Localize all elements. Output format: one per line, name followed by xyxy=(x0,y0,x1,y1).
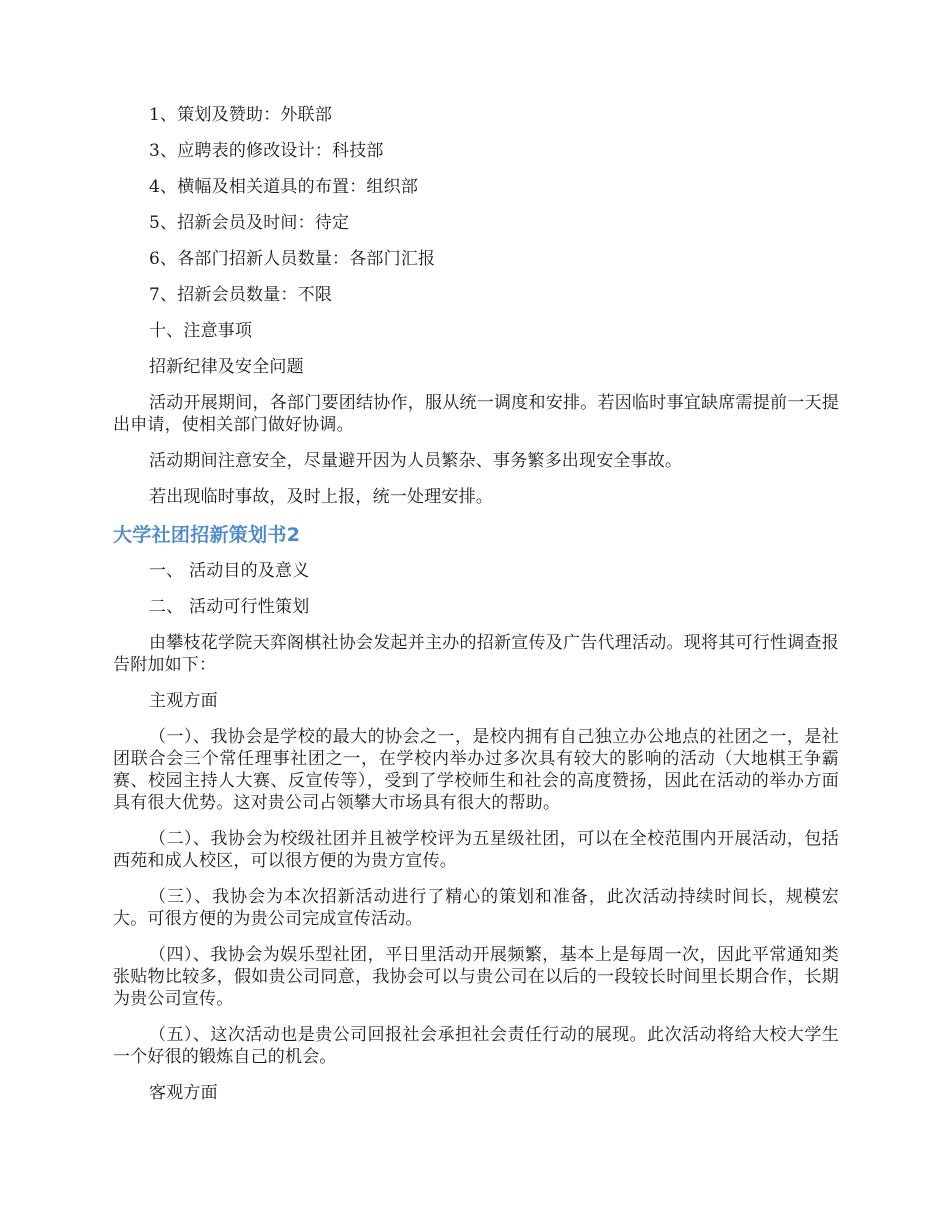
body-paragraph: 活动开展期间，各部门要团结协作，服从统一调度和安排。若因临时事宜缺席需提前一天提出申请，使相关部门做好协调。 xyxy=(113,393,839,435)
notes-heading: 十、注意事项 xyxy=(149,321,253,341)
section-title: 大学社团招新策划书2 xyxy=(113,524,301,546)
subjective-point: （二）、我协会为校级社团并且被学校评为五星级社团，可以在全校范围内开展活动，包括西苑和成人校区，可以很方便的为贵方宣传。 xyxy=(113,829,839,871)
subjective-heading: 主观方面 xyxy=(149,691,218,711)
list-item: 二、 活动可行性策划 xyxy=(149,597,310,617)
body-paragraph: 活动期间注意安全，尽量避开因为人员繁杂、事务繁多出现安全事故。 xyxy=(149,451,683,471)
notes-subheading: 招新纪律及安全问题 xyxy=(149,357,304,377)
intro-paragraph: 由攀枝花学院天弈阁棋社协会发起并主办的招新宣传及广告代理活动。现将其可行性调查报告附加如下： xyxy=(113,633,839,675)
list-item: 1、策划及赞助：外联部 xyxy=(149,105,333,125)
list-item: 6、各部门招新人员数量：各部门汇报 xyxy=(149,249,436,269)
subjective-point: （五）、这次活动也是贵公司回报社会承担社会责任行动的展现。此次活动将给大校大学生一个好很的锻炼自己的机会。 xyxy=(113,1025,839,1067)
subjective-point: （四）、我协会为娱乐型社团，平日里活动开展频繁，基本上是每周一次，因此平常通知类张贴物比较多，假如贵公司同意，我协会可以与贵公司在以后的一段较长时间里长期合作，长期为贵公司宣传。 xyxy=(113,945,839,1009)
subjective-point: （三）、我协会为本次招新活动进行了精心的策划和准备，此次活动持续时间长，规模宏大。可很方便的为贵公司完成宣传活动。 xyxy=(113,887,839,929)
subjective-point: （一）、我协会是学校的最大的协会之一，是校内拥有自己独立办公地点的社团之一，是社团联合会三个常任理事社团之一，在学校内举办过多次具有较大的影响的活动（大地棋王争霸赛、校园主持人大赛、反宣传等），受到了学校师生和社会的高度赞扬，因此在活动的举办方面具有很大优势。这对贵公司占领攀大市场具有很大的帮助。 xyxy=(113,727,839,813)
list-item: 3、应聘表的修改设计：科技部 xyxy=(149,141,384,161)
body-paragraph: 若出现临时事故，及时上报，统一处理安排。 xyxy=(149,487,493,507)
list-item: 5、招新会员及时间：待定 xyxy=(149,213,350,233)
list-item: 4、横幅及相关道具的布置：组织部 xyxy=(149,177,419,197)
list-item: 一、 活动目的及意义 xyxy=(149,561,310,581)
list-item: 7、招新会员数量：不限 xyxy=(149,285,333,305)
document-body xyxy=(113,104,839,1118)
objective-heading: 客观方面 xyxy=(149,1083,218,1103)
